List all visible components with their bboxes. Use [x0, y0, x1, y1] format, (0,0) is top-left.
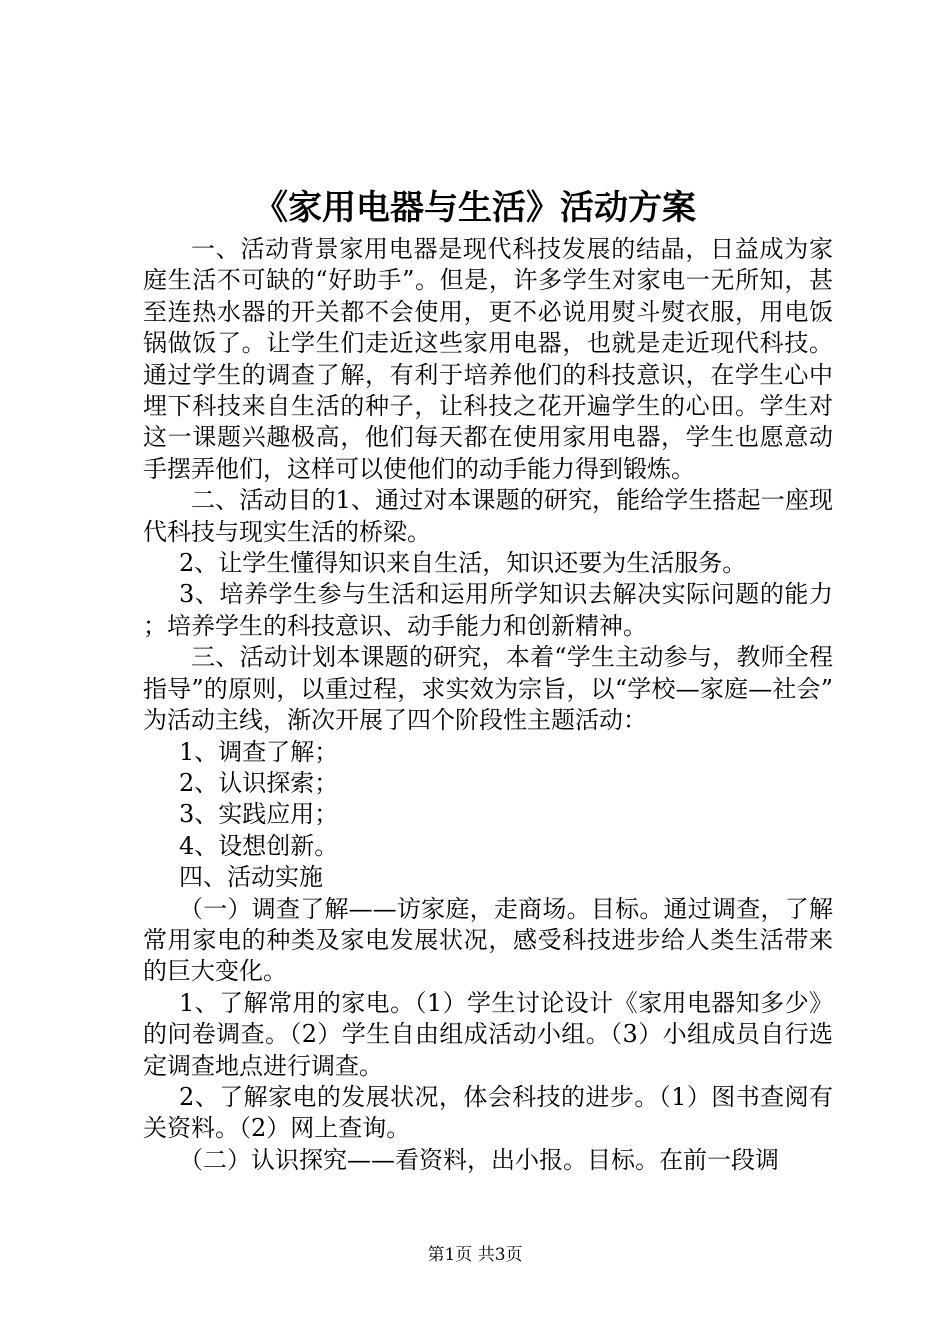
paragraph-purpose-2: 2、让学生懂得知识来自生活，知识还要为生活服务。 [179, 549, 747, 578]
list-item: 2、认识探索； [179, 768, 339, 797]
paragraph-plan: 三、活动计划本课题的研究，本着“学生主动参与，教师全程指导”的原则，以重过程，求实效为宗旨，以“学校—家庭—社会”为活动主线，渐次开展了四个阶段性主题活动： [143, 643, 833, 735]
paragraph-purpose-3: 3、培养学生参与生活和运用所学知识去解决实际问题的能力；培养学生的科技意识、动手能力和创新精神。 [143, 580, 833, 640]
paragraph-purpose: 二、活动目的1、通过对本课题的研究，能给学生搭起一座现代科技与现实生活的桥梁。 [143, 486, 833, 546]
paragraph-explore: （二）认识探究——看资料，出小报。目标。在前一段调 [179, 1145, 779, 1174]
list-item: 1、调查了解； [179, 737, 339, 766]
paragraph-survey-2: 2、了解家电的发展状况，体会科技的进步。（1）图书查阅有关资料。（2）网上查询。 [143, 1082, 833, 1143]
paragraph-survey-1: 1、了解常用的家电。（1）学生讨论设计《家用电器知多少》的问卷调查。（2）学生自由组成活动小组。（3）小组成员自行选定调查地点进行调查。 [143, 988, 833, 1080]
page-footer: 第1页 共3页 [427, 1245, 523, 1265]
paragraph-survey: （一）调查了解——访家庭，走商场。目标。通过调查，了解常用家电的种类及家电发展状况，感受科技进步给人类生活带来的巨大变化。 [143, 894, 833, 986]
paragraph-background: 一、活动背景家用电器是现代科技发展的结晶，日益成为家庭生活不可缺的“好助手”。但是，许多学生对家电一无所知，甚至连热水器的开关都不会使用，更不必说用熨斗熨衣服，用电饭锅做饭了。让学生们走近这些家用电器，也就是走近现代科技。通过学生的调查了解，有利于培养他们的科技意识，在学生心中埋下科技来自生活的种子，让科技之花开遍学生的心田。学生对这一课题兴趣极高，他们每天都在使用家用电器，学生也愿意动手摆弄他们，这样可以使他们的动手能力得到锻炼。 [143, 235, 833, 483]
document-body [143, 234, 833, 1176]
section-heading: 四、活动实施 [179, 863, 323, 892]
list-item: 4、设想创新。 [179, 831, 339, 860]
document-title: 《家用电器与生活》活动方案 [254, 188, 696, 228]
list-item: 3、实践应用； [179, 800, 339, 829]
